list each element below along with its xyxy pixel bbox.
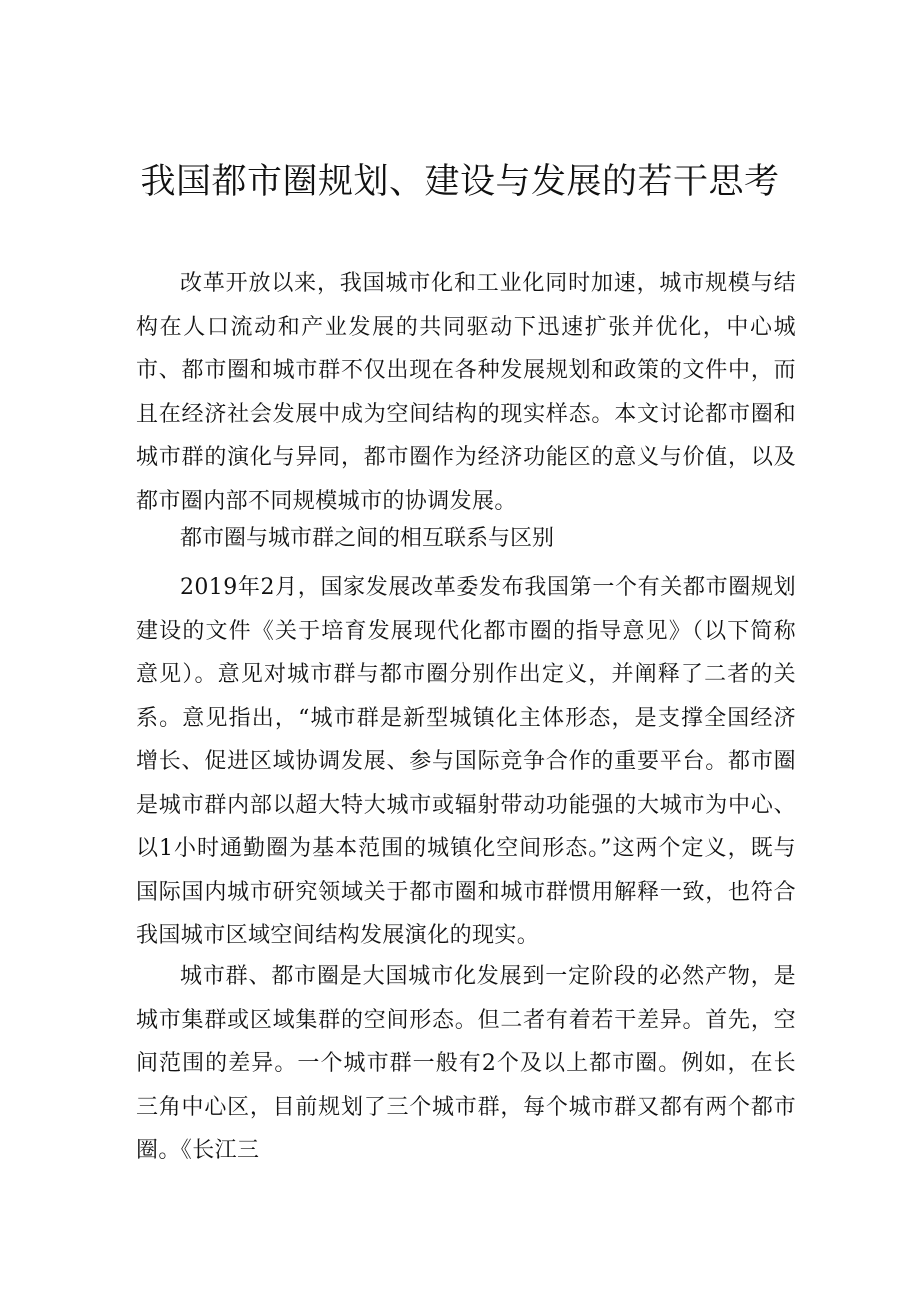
- intro-paragraph: 改革开放以来，我国城市化和工业化同时加速，城市规模与结构在人口流动和产业发展的共同驱动下迅速扩张并优化，中心城市、都市圈和城市群不仅出现在各种发展规划和政策的文件中，而且在经济社会发展中成为空间结构的现实样态。本文讨论都市圈和城市群的演化与异同，都市圈作为经济功能区的意义与价值，以及都市圈内部不同规模城市的协调发展。: [136, 271, 796, 514]
- body-paragraph-2: 城市群、都市圈是大国城市化发展到一定阶段的必然产物，是城市集群或区域集群的空间形态。但二者有着若干差异。首先，空间范围的差异。一个城市群一般有2个及以上都市圈。例如，在长三角中心区，目前规划了三个城市群，每个城市群又都有两个都市圈。《长江三: [136, 964, 796, 1163]
- body-paragraph-1: 2019年2月，国家发展改革委发布我国第一个有关都市圈规划建设的文件《关于培育发展现代化都市圈的指导意见》（以下简称意见）。意见对城市群与都市圈分别作出定义，并阐释了二者的关系。意见指出，“城市群是新型城镇化主体形态，是支撑全国经济增长、促进区域协调发展、参与国际竞争合作的重要平台。都市圈是城市群内部以超大特大城市或辐射带动功能强的大城市为中心、以1小时通勤圈为基本范围的城镇化空间形态。”这两个定义，既与国际国内城市研究领域关于都市圈和城市群惯用解释一致，也符合我国城市区域空间结构发展演化的现实。: [136, 575, 796, 948]
- section-heading: 都市圈与城市群之间的相互联系与区别: [180, 526, 555, 551]
- document-title: 我国都市圈规划、建设与发展的若干思考: [140, 162, 780, 202]
